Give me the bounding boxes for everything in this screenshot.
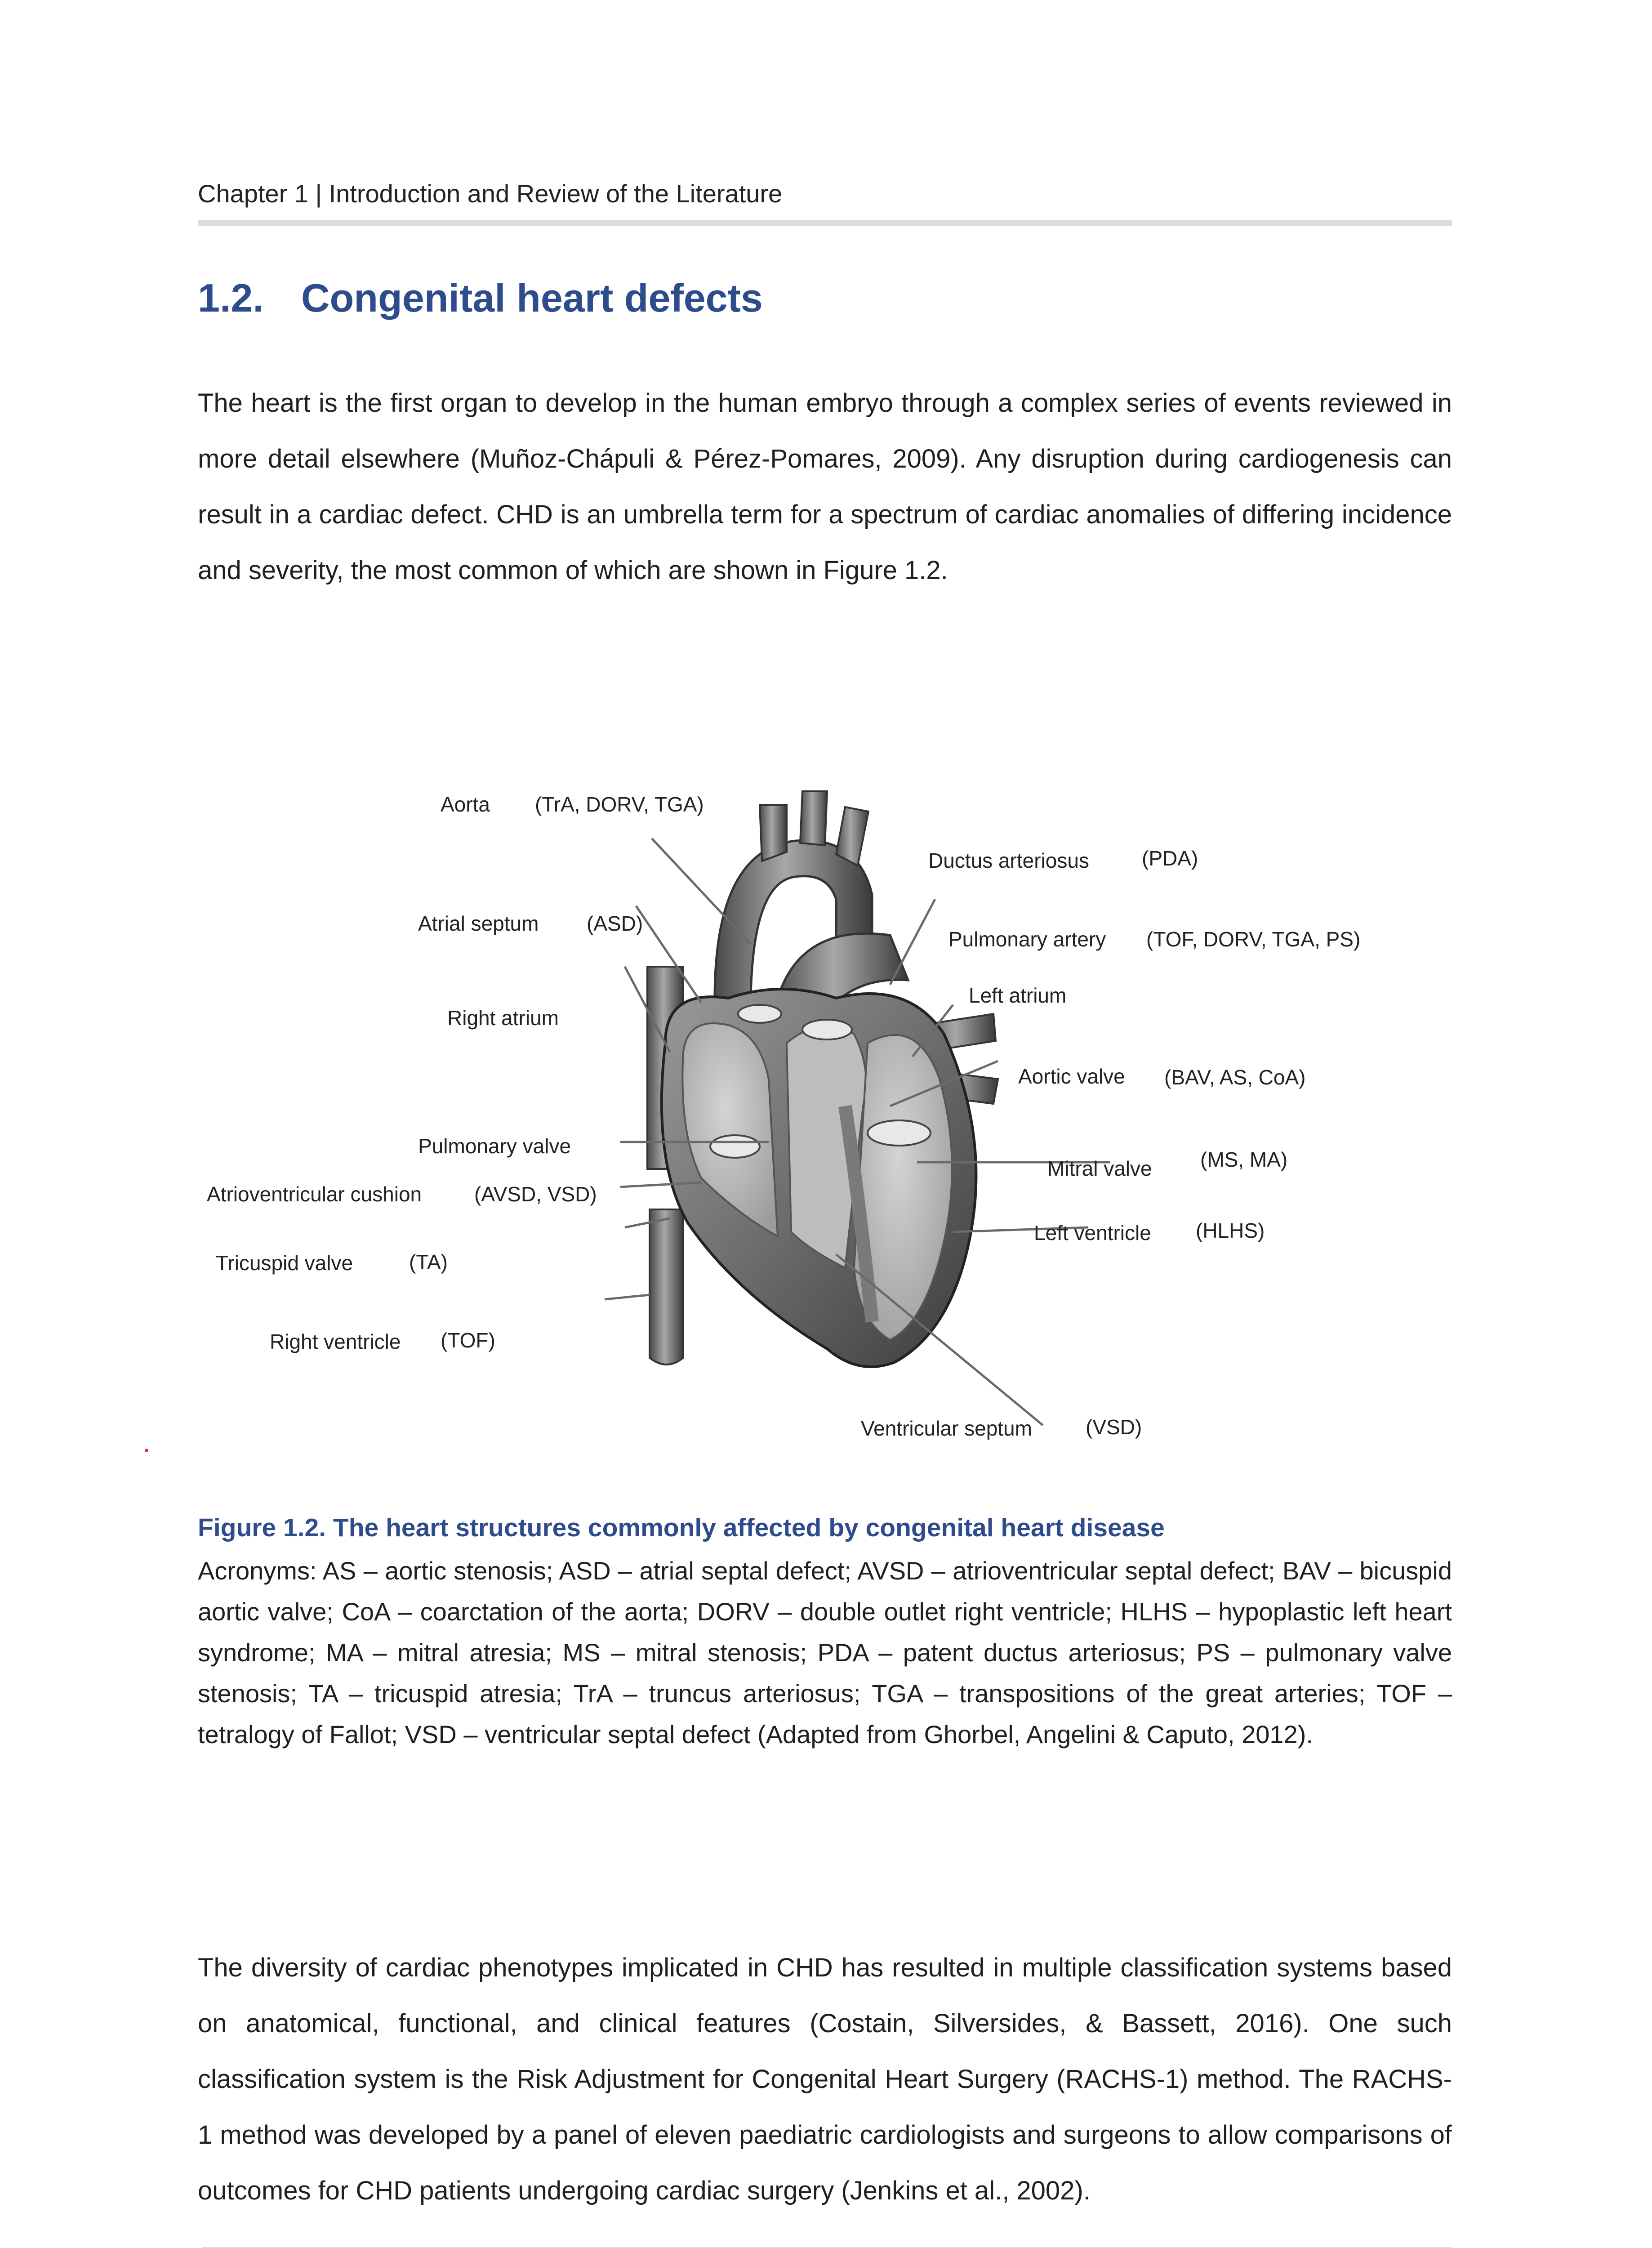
header-rule	[198, 220, 1452, 226]
label-ventricular-septum: Ventricular septum	[861, 1417, 1032, 1440]
intro-paragraph	[198, 375, 1452, 598]
label-right-ventricle: Right ventricle	[270, 1330, 401, 1353]
label-left-ventricle-codes: (HLHS)	[1196, 1219, 1265, 1242]
heart-illustration	[647, 791, 998, 1367]
label-av-cushion-codes: (AVSD, VSD)	[474, 1182, 597, 1206]
label-pulmonary-valve: Pulmonary valve	[418, 1134, 571, 1158]
label-aorta-codes: (TrA, DORV, TGA)	[535, 793, 704, 816]
heart-diagram	[198, 764, 1452, 1461]
figure-caption-body: Acronyms: AS – aortic stenosis; ASD – atrial septal defect; AVSD – atrioventricular septal defect; BAV – bicuspid aortic valve; CoA – coarctation of the aorta; DORV – double outlet right ventricle; HLHS – hypoplastic left heart syndrome; MA – mitral atresia; MS – mitral stenosis; PDA – patent ductus arteriosus; PS – pulmonary valve stenosis; TA – tricuspid atresia; TrA – truncus arteriosus; TGA – transpositions of the great arteries; TOF – tetralogy of Fallot; VSD – ventricular septal defect (Adapted from Ghorbel, Angelini & Caputo, 2012).	[198, 1557, 1452, 1748]
label-right-atrium: Right atrium	[447, 1006, 559, 1030]
figure-caption-title: Figure 1.2. The heart structures commonly affected by congenital heart disease	[198, 1513, 1165, 1542]
heart-figure	[198, 764, 1452, 1461]
label-tricuspid-valve: Tricuspid valve	[216, 1251, 353, 1275]
label-left-atrium: Left atrium	[969, 984, 1067, 1007]
label-ventricular-septum-codes: (VSD)	[1086, 1415, 1142, 1439]
running-header: Chapter 1 | Introduction and Review of the Literature	[198, 179, 783, 208]
label-right-ventricle-codes: (TOF)	[441, 1329, 495, 1352]
label-aorta: Aorta	[441, 793, 490, 816]
stray-mark	[145, 1449, 148, 1452]
label-atrial-septum-codes: (ASD)	[587, 912, 643, 935]
label-av-cushion: Atrioventricular cushion	[207, 1182, 422, 1206]
label-pulmonary-artery: Pulmonary artery	[948, 928, 1106, 951]
label-tricuspid-codes: (TA)	[409, 1250, 448, 1274]
classification-paragraph-text: The diversity of cardiac phenotypes implicated in CHD has resulted in multiple classification systems based on anatomical, functional, and clinical features (Costain, Silversides, & Bassett, 2016). One such classification system is the Risk Adjustment for Congenital Heart Surgery (RACHS-1) method. The RACHS-1 method was developed by a panel of eleven paediatric cardiologists and surgeons to allow comparisons of outcomes for CHD patients undergoing cardiac surgery (Jenkins et al., 2002).	[198, 1953, 1452, 2205]
label-mitral-valve: Mitral valve	[1047, 1157, 1152, 1180]
intro-paragraph-text: The heart is the first organ to develop in the human embryo through a complex series of events reviewed in more detail elsewhere (Muñoz-Chápuli & Pérez-Pomares, 2009). Any disruption during cardiogenesis can result in a cardiac defect. CHD is an umbrella term for a spectrum of cardiac anomalies of differing incidence and severity, the most common of which are shown in Figure 1.2.	[198, 388, 1452, 585]
label-ductus-codes: (PDA)	[1142, 847, 1198, 870]
label-ductus-arteriosus: Ductus arteriosus	[928, 849, 1089, 872]
section-heading	[198, 275, 763, 321]
label-pulmonary-artery-codes: (TOF, DORV, TGA, PS)	[1146, 928, 1361, 951]
label-aortic-valve: Aortic valve	[1018, 1065, 1125, 1088]
section-title: Congenital heart defects	[301, 276, 763, 320]
section-number: 1.2.	[198, 276, 264, 320]
label-left-ventricle: Left ventricle	[1034, 1221, 1151, 1244]
label-atrial-septum: Atrial septum	[418, 912, 539, 935]
label-mitral-valve-codes: (MS, MA)	[1200, 1148, 1288, 1171]
label-aortic-valve-codes: (BAV, AS, CoA)	[1164, 1066, 1306, 1089]
classification-paragraph	[198, 1940, 1452, 2219]
